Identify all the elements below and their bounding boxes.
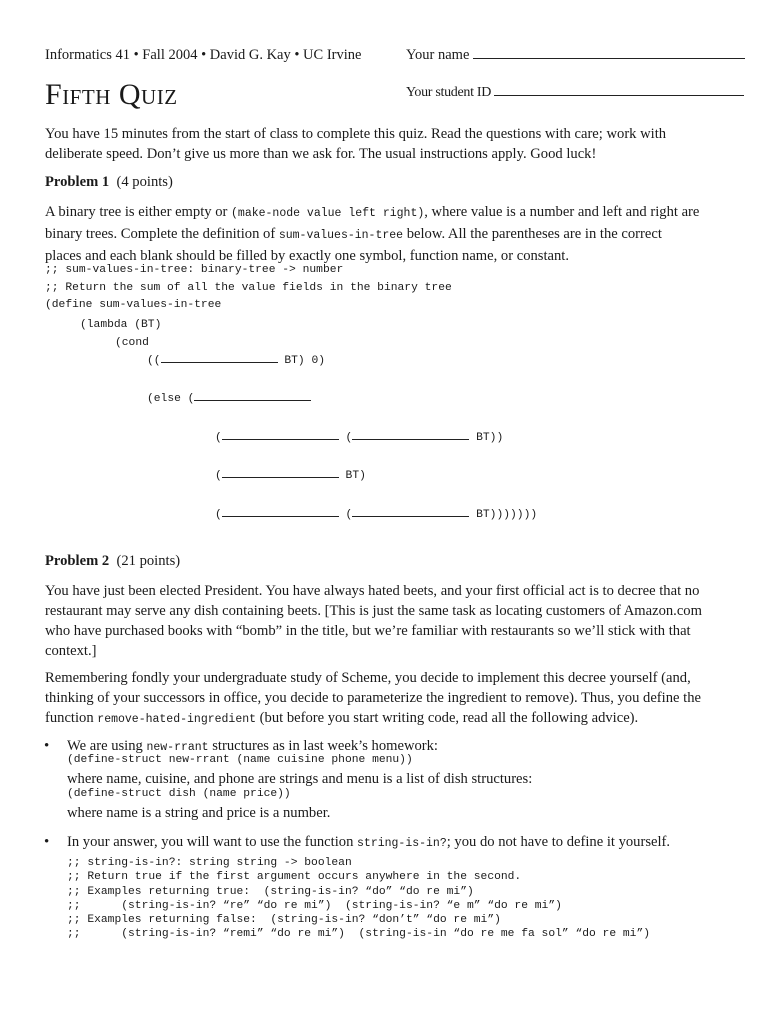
struct-dish-code: (define-struct dish (name price)) — [67, 788, 291, 800]
code-else: (else ( — [147, 390, 311, 409]
code-lambda: (lambda (BT) — [80, 319, 162, 331]
intro-paragraph: You have 15 minutes from the start of class to complete this quiz. Read the questions with care; work with deliberate speed. Don’t give us more than we ask for. The usual instructions apply. Good luck! — [45, 126, 667, 162]
answer-blank-1[interactable] — [161, 352, 278, 363]
problem-1-heading: Problem 1 (4 points) — [45, 174, 173, 190]
name-blank — [473, 58, 745, 59]
problem-1-description: A binary tree is either empty or (make-node value left right), where value is a number and left and right are binary trees. Complete the definition of sum-values-in-tree below. All the parentheses are in the correct places and each blank should be filled by exactly one symbol, function name, or constant. — [45, 204, 700, 264]
problem-1-code-header: ;; sum-values-in-tree: binary-tree -> number ;; Return the sum of all the value fields in the binary tree (define sum-values-in-tree — [45, 264, 452, 311]
answer-blank-3[interactable] — [222, 429, 339, 440]
student-id-label: Your student ID — [406, 85, 492, 100]
struct-new-rrant-code: (define-struct new-rrant (name cuisine phone menu)) — [67, 754, 413, 766]
string-is-in-code: ;; string-is-in?: string string -> boolean ;; Return true if the first argument occurs anywhere in the second. ;; Examples returning true: (string-is-in? “do” “do re mi”) ;; (string-is-in? “re” “do re mi”) (string-is-in? “e m” “do re mi”) ;; Examples returning false: (string-is-in? “don’t” “do re mi”) ;; (string-is-in? “remi” “do re mi”) (string-is-in “do re me fa sol” “do re mi”) — [67, 857, 651, 941]
course-info: Informatics 41 • Fall 2004 • David G. Kay • UC Irvine — [45, 47, 362, 63]
bullet-1-marker: • — [44, 738, 50, 754]
name-label: Your name — [406, 47, 470, 63]
bullet-1-line-3: where name is a string and price is a number. — [67, 805, 331, 821]
bullet-1-line-2: where name, cuisine, and phone are strings and menu is a list of dish structures: — [67, 771, 533, 787]
answer-blank-7[interactable] — [352, 506, 469, 517]
answer-blank-6[interactable] — [222, 506, 339, 517]
answer-blank-5[interactable] — [222, 467, 339, 478]
code-line-c: ( ( BT))))))) — [215, 506, 537, 525]
student-id-field — [406, 85, 744, 101]
name-field — [406, 47, 745, 64]
code-clause-1: (( BT) 0) — [147, 352, 325, 371]
page-title: FIFTH QUIZ — [45, 78, 178, 111]
problem-2-heading: Problem 2 (21 points) — [45, 553, 181, 569]
bullet-2-text: In your answer, you will want to use the function string-is-in?; you do not have to define it yourself. — [67, 834, 671, 850]
bullet-2-marker: • — [44, 834, 50, 850]
code-cond: (cond — [115, 337, 149, 349]
answer-blank-2[interactable] — [194, 390, 311, 401]
answer-blank-4[interactable] — [352, 429, 469, 440]
problem-2-paragraph-2: Remembering fondly your undergraduate study of Scheme, you decide to implement this decree yourself (and, thinking of your successors in office, you decide to parameterize the ingredient to remove). Thus, you define the function remove-hated-ingredient (but before you start writing code, read all the following advice). — [45, 670, 701, 726]
problem-2-paragraph-1: You have just been elected President. You have always hated beets, and your first official act is to decree that no restaurant may serve any dish containing beets. [This is just the same task as locating customers of Amazon.com who have purchased books with “bomb” in the title, but we’re familiar with restaurants so we’ll stick with that context.] — [45, 583, 702, 659]
student-id-blank — [494, 95, 744, 96]
code-line-b: ( BT) — [215, 467, 366, 486]
code-line-a: ( ( BT)) — [215, 429, 503, 448]
bullet-1-text: We are using new-rrant structures as in last week’s homework: — [67, 738, 438, 754]
